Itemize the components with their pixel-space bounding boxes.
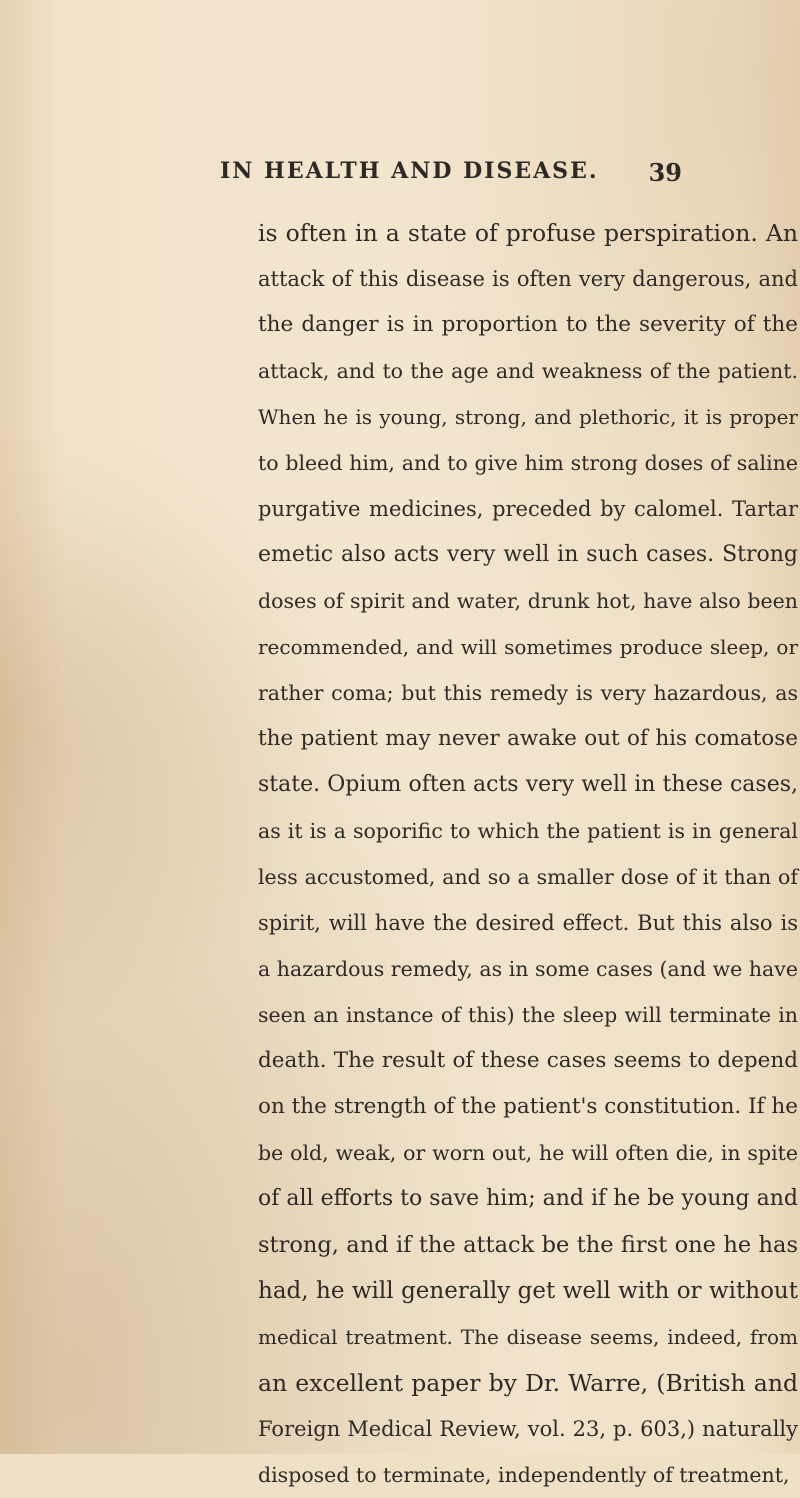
- text-line: disposed to terminate, independently of treatment,: [258, 1463, 790, 1487]
- text-line: rather coma; but this remedy is very hazardous, as: [258, 681, 798, 705]
- text-line: an excellent paper by Dr. Warre, (British and: [258, 1369, 798, 1397]
- text-line: death. The result of these cases seems to depend: [258, 1048, 798, 1073]
- text-line: the danger is in proportion to the severity of the: [258, 312, 798, 337]
- text-line: attack, and to the age and weakness of the patient.: [258, 359, 798, 383]
- text-line: seen an instance of this) the sleep will terminate in: [258, 1003, 798, 1027]
- text-line: Foreign Medical Review, vol. 23, p. 603,) naturally: [258, 1417, 798, 1441]
- text-line: of all efforts to save him; and if he be young and: [258, 1186, 798, 1211]
- text-line: state. Opium often acts very well in these cases,: [258, 772, 798, 797]
- text-line: is often in a state of profuse perspiration. An: [258, 219, 798, 247]
- text-line: emetic also acts very well in such cases. Strong: [258, 542, 798, 567]
- text-line: spirit, will have the desired effect. But this also is: [258, 911, 798, 935]
- text-line: had, he will generally get well with or without: [258, 1278, 798, 1304]
- text-line: be old, weak, or worn out, he will often die, in spite: [258, 1141, 798, 1165]
- text-line: medical treatment. The disease seems, indeed, from: [258, 1325, 798, 1349]
- text-line: purgative medicines, preceded by calomel. Tartar: [258, 497, 798, 521]
- text-line: the patient may never awake out of his comatose: [258, 726, 798, 751]
- text-line: strong, and if the attack be the first one he has: [258, 1232, 798, 1258]
- text-line: When he is young, strong, and plethoric, it is proper: [258, 405, 798, 429]
- text-line: as it is a soporific to which the patient is in general: [258, 819, 798, 843]
- running-head: [0, 158, 800, 198]
- text-line: doses of spirit and water, drunk hot, have also been: [258, 589, 798, 613]
- running-title: IN HEALTH AND DISEASE.: [220, 158, 599, 184]
- text-line: recommended, and will sometimes produce sleep, or: [258, 635, 798, 659]
- text-line: a hazardous remedy, as in some cases (and we have: [258, 957, 798, 981]
- page-number: 39: [648, 158, 682, 187]
- text-line: to bleed him, and to give him strong doses of saline: [258, 451, 798, 475]
- text-line: less accustomed, and so a smaller dose of it than of: [258, 865, 798, 889]
- text-line: attack of this disease is often very dangerous, and: [258, 267, 798, 291]
- text-line: on the strength of the patient's constitution. If he: [258, 1094, 798, 1119]
- body-text: [258, 210, 798, 1498]
